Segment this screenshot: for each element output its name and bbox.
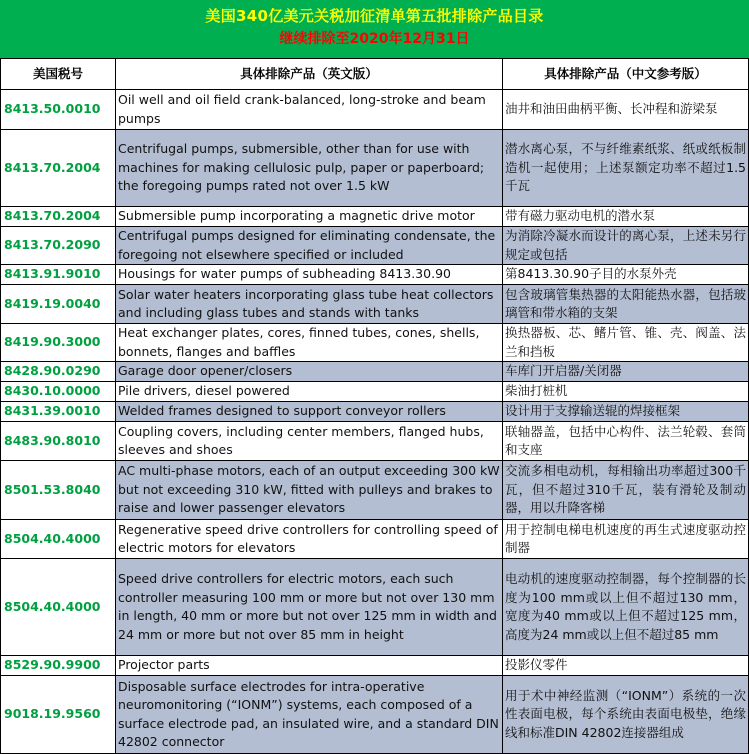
hts-code: 8413.70.2090 xyxy=(1,227,116,265)
table-row xyxy=(1,559,749,656)
exclusion-table xyxy=(0,58,749,754)
column-header-en: 具体排除产品（英文版） xyxy=(116,59,503,90)
page-title: 美国340亿美元关税加征清单第五批排除产品目录 xyxy=(205,7,544,25)
table-row xyxy=(1,207,749,227)
table-row xyxy=(1,227,749,265)
table-row xyxy=(1,285,749,324)
product-en: Regenerative speed drive controllers for controlling speed of electric motors for elevators xyxy=(116,520,503,559)
table-row xyxy=(1,324,749,362)
product-en: Centrifugal pumps, submersible, other than for use with machines for making cellulosic pulp, paper or paperboard; the foregoing pumps rated not over 1.5 kW xyxy=(116,130,503,207)
product-en: Centrifugal pumps designed for eliminating condensate, the foregoing not elsewhere specified or included xyxy=(116,227,503,265)
hts-code: 8504.40.4000 xyxy=(1,559,116,656)
product-cn: 投影仪零件 xyxy=(503,656,749,676)
product-en: Oil well and oil field crank-balanced, long-stroke and beam pumps xyxy=(116,90,503,130)
table-row xyxy=(1,402,749,422)
hts-code: 8483.90.8010 xyxy=(1,422,116,461)
header-banner xyxy=(0,0,749,58)
product-en: Speed drive controllers for electric motors, each such controller measuring 100 mm or more but not over 130 mm in length, 40 mm or more but not over 125 mm in width and 24 mm or more but not over 85 mm in height xyxy=(116,559,503,656)
table-row xyxy=(1,90,749,130)
product-cn: 车库门开启器/关闭器 xyxy=(503,362,749,382)
hts-code: 8419.19.0040 xyxy=(1,285,116,324)
hts-code: 8419.90.3000 xyxy=(1,324,116,362)
table-row xyxy=(1,265,749,285)
product-cn: 用于控制电梯电机速度的再生式速度驱动控制器 xyxy=(503,520,749,559)
product-en: Housings for water pumps of subheading 8413.30.90 xyxy=(116,265,503,285)
table-row xyxy=(1,422,749,461)
table-row xyxy=(1,362,749,382)
table-row xyxy=(1,461,749,520)
product-en: Pile drivers, diesel powered xyxy=(116,382,503,402)
product-cn: 为消除冷凝水而设计的离心泵，上述未另行规定或包括 xyxy=(503,227,749,265)
product-cn: 设计用于支撑输送辊的焊接框架 xyxy=(503,402,749,422)
product-en: Disposable surface electrodes for intra-operative neuromonitoring (“IONM”) systems, each composed of a surface electrode pad, an insulated wire, and a standard DIN 42802 connector xyxy=(116,676,503,754)
hts-code: 8413.70.2004 xyxy=(1,130,116,207)
product-en: Solar water heaters incorporating glass tube heat collectors and including glass tubes and stands with tanks xyxy=(116,285,503,324)
product-en: Heat exchanger plates, cores, finned tubes, cones, shells, bonnets, flanges and baffles xyxy=(116,324,503,362)
table-row xyxy=(1,130,749,207)
hts-code: 8501.53.8040 xyxy=(1,461,116,520)
product-cn: 用于术中神经监测（“IONM”）系统的一次性表面电极，每个系统由表面电极垫，绝缘线和标准DIN 42802连接器组成 xyxy=(503,676,749,754)
table-row xyxy=(1,656,749,676)
hts-code: 9018.19.9560 xyxy=(1,676,116,754)
table-row xyxy=(1,676,749,754)
product-cn: 换热器板、芯、鳍片管、锥、壳、阀盖、法兰和挡板 xyxy=(503,324,749,362)
table-header-row xyxy=(1,59,749,90)
hts-code: 8413.50.0010 xyxy=(1,90,116,130)
product-cn: 带有磁力驱动电机的潜水泵 xyxy=(503,207,749,227)
hts-code: 8504.40.4000 xyxy=(1,520,116,559)
table-row xyxy=(1,382,749,402)
hts-code: 8529.90.9900 xyxy=(1,656,116,676)
product-cn: 油井和油田曲柄平衡、长冲程和游梁泵 xyxy=(503,90,749,130)
hts-code: 8430.10.0000 xyxy=(1,382,116,402)
product-cn: 交流多相电动机，每相输出功率超过300千瓦，但不超过310千瓦，装有滑轮及制动器，用以升降客梯 xyxy=(503,461,749,520)
product-en: Projector parts xyxy=(116,656,503,676)
product-cn: 电动机的速度驱动控制器，每个控制器的长度为100 mm或以上但不超过130 mm，宽度为40 mm或以上但不超过125 mm，高度为24 mm或以上但不超过85 mm xyxy=(503,559,749,656)
hts-code: 8428.90.0290 xyxy=(1,362,116,382)
table-row xyxy=(1,520,749,559)
hts-code: 8431.39.0010 xyxy=(1,402,116,422)
hts-code: 8413.91.9010 xyxy=(1,265,116,285)
column-header-code: 美国税号 xyxy=(1,59,116,90)
product-cn: 联轴器盖，包括中心构件、法兰轮毂、套筒和支座 xyxy=(503,422,749,461)
product-cn: 第8413.30.90子目的水泵外壳 xyxy=(503,265,749,285)
product-cn: 柴油打桩机 xyxy=(503,382,749,402)
product-en: Garage door opener/closers xyxy=(116,362,503,382)
product-cn: 潜水离心泵，不与纤维素纸浆、纸或纸板制造机一起使用；上述泵额定功率不超过1.5千瓦 xyxy=(503,130,749,207)
product-en: Welded frames designed to support conveyor rollers xyxy=(116,402,503,422)
product-en: Submersible pump incorporating a magnetic drive motor xyxy=(116,207,503,227)
product-en: Coupling covers, including center members, flanged hubs, sleeves and shoes xyxy=(116,422,503,461)
column-header-cn: 具体排除产品（中文参考版） xyxy=(503,59,749,90)
hts-code: 8413.70.2004 xyxy=(1,207,116,227)
product-cn: 包含玻璃管集热器的太阳能热水器，包括玻璃管和带水箱的支架 xyxy=(503,285,749,324)
product-en: AC multi-phase motors, each of an output exceeding 300 kW but not exceeding 310 kW, fitted with pulleys and brakes to raise and lower passenger elevators xyxy=(116,461,503,520)
page-subtitle: 继续排除至2020年12月31日 xyxy=(279,31,470,47)
